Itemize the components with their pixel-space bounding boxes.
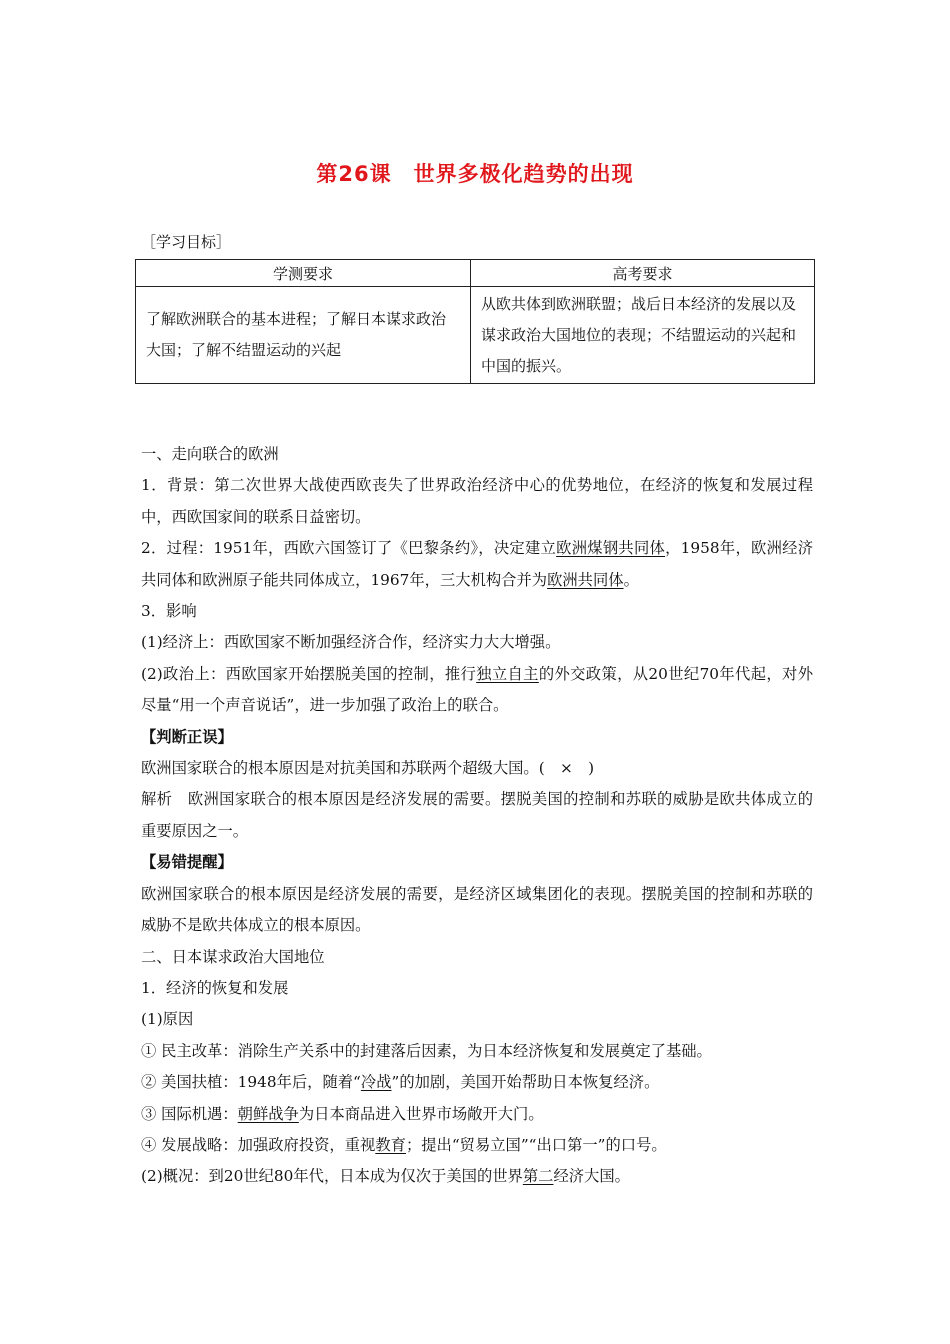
table-cell: 了解欧洲联合的基本进程；了解日本谋求政治大国；了解不结盟运动的兴起 (136, 287, 471, 384)
lesson-title: 第26课 世界多极化趋势的出现 (316, 162, 634, 186)
tip-label: 【易错提醒】 (141, 853, 233, 872)
judge-question: 欧洲国家联合的根本原因是对抗美国和苏联两个超级大国。( × ) (141, 759, 595, 778)
list-item: ② 美国扶植：1948年后，随着“冷战”的加剧，美国开始帮助日本恢复经济。 (141, 1073, 660, 1092)
paragraph: 2．过程：1951年，西欧六国签订了《巴黎条约》，决定建立欧洲煤钢共同体，1958年，欧洲经济共同体和欧洲原子能共同体成立，1967年，三大机构合并为欧洲共同体。 (141, 539, 813, 589)
underlined-term: 冷战 (360, 1073, 392, 1092)
underlined-term: 独立自主 (476, 664, 539, 683)
table-header-cell: 高考要求 (471, 260, 815, 287)
judge-label: 【判断正误】 (141, 727, 233, 746)
judge-analysis: 解析 欧洲国家联合的根本原因是经济发展的需要。摆脱美国的控制和苏联的威胁是欧共体成立的重要原因之一。 (141, 790, 813, 840)
table-cell: 从欧共体到欧洲联盟；战后日本经济的发展以及谋求政治大国地位的表现；不结盟运动的兴起和中国的振兴。 (471, 287, 815, 384)
section-heading: 一、走向联合的欧洲 (141, 445, 279, 463)
underlined-term: 欧洲煤钢共同体 (556, 539, 666, 558)
paragraph: 1．背景：第二次世界大战使西欧丧失了世界政治经济中心的优势地位，在经济的恢复和发展过程中，西欧国家间的联系日益密切。 (141, 476, 813, 526)
learning-goals-table (135, 259, 815, 384)
underlined-term: 朝鲜战争 (237, 1104, 299, 1123)
table-header-row (136, 260, 815, 287)
underlined-term: 第二 (522, 1167, 554, 1186)
list-item: ④ 发展战略：加强政府投资，重视教育；提出“贸易立国”“出口第一”的口号。 (141, 1135, 667, 1154)
paragraph: (2)政治上：西欧国家开始摆脱美国的控制，推行独立自主的外交政策，从20世纪70年代起，对外尽量“用一个声音说话”，进一步加强了政治上的联合。 (141, 664, 813, 715)
paragraph: (1)经济上：西欧国家不断加强经济合作，经济实力大大增强。 (141, 633, 561, 652)
underlined-term: 欧洲共同体 (547, 570, 624, 589)
section-heading: 二、日本谋求政治大国地位 (141, 947, 325, 966)
paragraph: 3．影响 (141, 602, 197, 621)
table-header-cell: 学测要求 (136, 260, 471, 287)
list-item: ① 民主改革：消除生产关系中的封建落后因素，为日本经济恢复和发展奠定了基础。 (141, 1041, 712, 1060)
paragraph: (2)概况：到20世纪80年代，日本成为仅次于美国的世界第二经济大国。 (141, 1167, 630, 1186)
tip-text: 欧洲国家联合的根本原因是经济发展的需要，是经济区域集团化的表现。摆脱美国的控制和苏联的威胁不是欧共体成立的根本原因。 (141, 884, 813, 935)
learning-goals-label: ［学习目标］ (141, 233, 232, 251)
paragraph: 1．经济的恢复和发展 (141, 978, 289, 997)
underlined-term: 教育 (375, 1135, 406, 1154)
content-body (141, 439, 813, 1193)
paragraph: (1)原因 (141, 1010, 194, 1029)
table-row (136, 287, 815, 384)
list-item: ③ 国际机遇：朝鲜战争为日本商品进入世界市场敞开大门。 (141, 1104, 544, 1123)
